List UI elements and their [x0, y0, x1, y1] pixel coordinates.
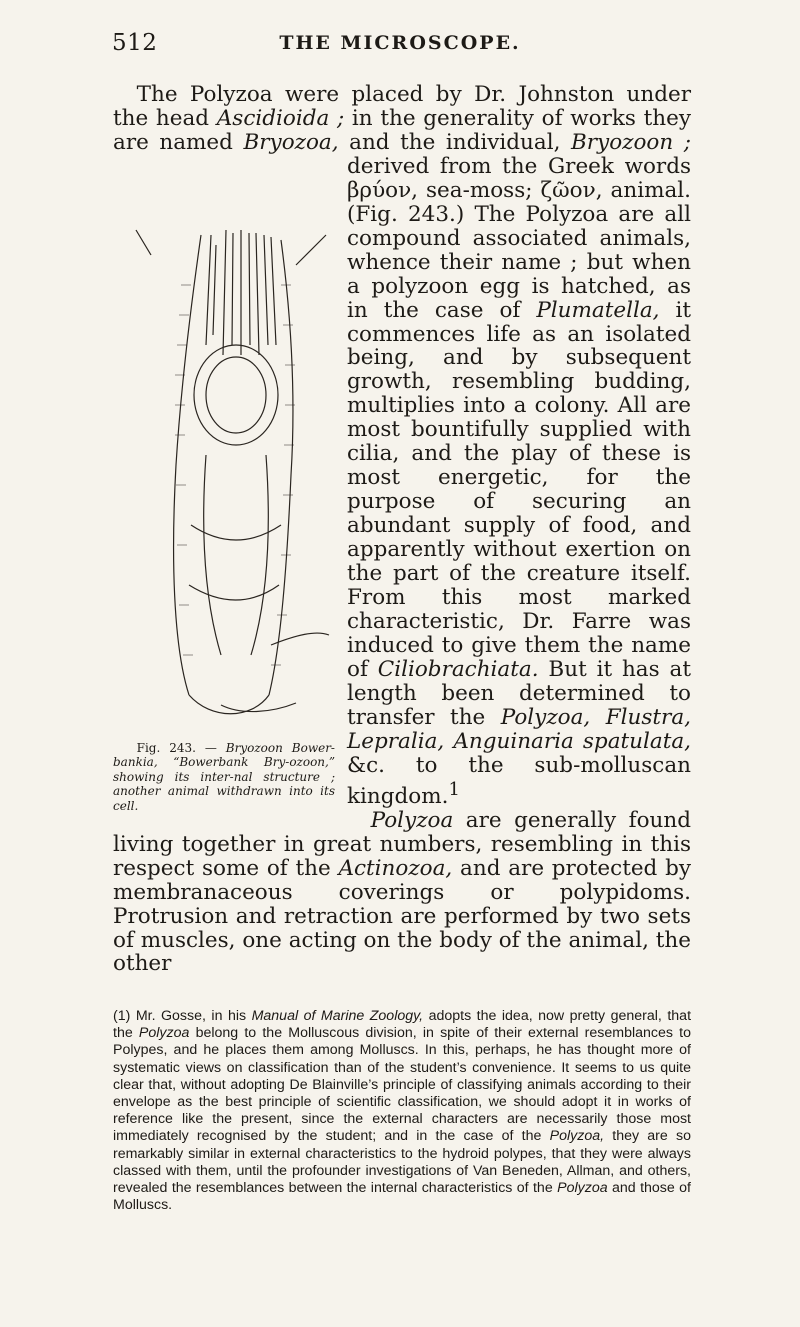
footnote-marker: 1	[448, 778, 460, 800]
text-run: in the generality of works they are named	[113, 105, 691, 155]
term-polyzoa: Polyzoa	[370, 807, 454, 833]
term-bryozoon: Bryozoon ;	[570, 129, 692, 155]
term-ascidioida: Ascidioida ;	[216, 105, 345, 131]
figure-label: Fig. 243.	[136, 740, 196, 755]
page-number: 512	[112, 30, 158, 56]
figure-243	[113, 225, 335, 814]
paragraph-2	[113, 809, 691, 977]
hatching	[175, 285, 193, 655]
bryozoon-illustration	[131, 225, 331, 735]
text-run: and the individual,	[338, 129, 571, 155]
term-polyzoa: Polyzoa,	[549, 1128, 605, 1145]
book-title: Manual of Marine Zoology,	[251, 1008, 424, 1024]
text-run: belong to the Molluscous division, in spite of their external resemblances to Polypes, and he places them among Molluscs. In this, perhaps, he has thought more of systematic views on classification than of the student’s convenience. It seems to us quite clear that, without adopting De Blainville’s principle of classifying animals according to their envelope as the best principle of scientific classification, we should adopt it in works of reference like the present, since the external characters are necessarily those most immediately recognised by the student; and in the case of the	[113, 1025, 691, 1145]
term-plumatella: Plumatella,	[536, 297, 660, 323]
text-run: it commences life as an isolated being, and by subsequent growth, resembling budding, multiplies into a colony. All are most bountifully supplied with cilia, and the play of these is most energetic, for the purpose of securing an abundant supply of food, and apparently without exertion on the part of the creature itself. From this most marked characteristic, Dr. Farre was induced to give them the name of	[347, 297, 691, 682]
cell-wall-outer	[174, 235, 201, 695]
side-branch	[136, 230, 326, 265]
term-polyzoa: Polyzoa	[557, 1180, 608, 1197]
text-run: &c. to the sub-molluscan kingdom.	[347, 752, 691, 809]
text-run: are generally found living together in great numbers, resembling in this respect some of the	[113, 807, 691, 881]
term-polyzoa: Polyzoa	[138, 1025, 190, 1042]
stomach-inner	[206, 357, 266, 433]
term-genera: Polyzoa, Flustra, Lepralia, Anguinaria spatulata,	[347, 704, 691, 754]
paragraph-1	[113, 82, 692, 813]
text-run: they are so remarkably similar in external characteristics to the hydroid polypes, that they were always classed with them, until the profounder investigations of Van Beneden, Allman, and others, revealed the resemblances between the internal characteristics of the	[113, 1128, 691, 1197]
text-run: The Polyzoa were placed by Dr. Johnston under the head	[113, 82, 691, 131]
running-title: THE MICROSCOPE.	[279, 32, 521, 54]
figure-caption	[113, 741, 335, 814]
caption-text: — Bryozoon Bower-bankia, “Bowerbank Bry-ozoon,” showing its inter-nal structure ; another animal withdrawn into its cell.	[113, 740, 335, 813]
withdrawn-animal	[221, 703, 296, 712]
footnote-1	[113, 1008, 691, 1214]
text-run: (1) Mr. Gosse, in his	[113, 1008, 252, 1024]
main-text	[113, 83, 691, 976]
page-header	[0, 30, 800, 60]
text-run: adopts the idea, now pretty general, that the	[113, 1008, 692, 1042]
text-run: But it has at length been determined to transfer the	[347, 656, 691, 730]
text-run: and those of Molluscs.	[113, 1180, 691, 1214]
term-ciliobrachiata: Ciliobrachiata.	[377, 656, 539, 682]
internal-organ	[204, 455, 269, 655]
term-actinozoa: Actinozoa,	[338, 855, 453, 881]
text-run: derived from the Greek words βρύον, sea-moss; ζῶον, animal. (Fig. 243.) The Polyzoa are all compound associated animals, whence their name ; but when a polyzoon egg is hatched, as in the case of	[347, 153, 691, 323]
cell-wall-outer	[269, 240, 293, 695]
text-run: and are protected by membranaceous coverings or polypidoms. Protrusion and retraction are performed by two sets of muscles, one acting on the body of the animal, the other	[113, 855, 691, 977]
term-bryozoa: Bryozoa,	[243, 129, 339, 155]
footnote-section	[113, 1008, 691, 1214]
